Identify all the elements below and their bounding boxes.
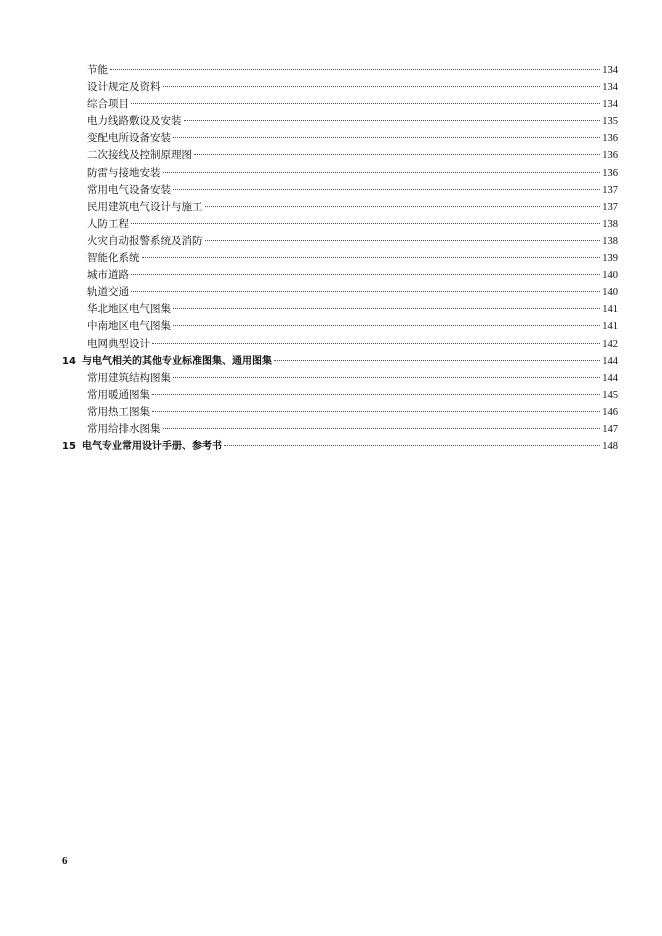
toc-dot-leader xyxy=(163,86,601,87)
toc-entry-page: 137 xyxy=(602,184,618,196)
toc-section-entry[interactable] xyxy=(62,267,618,284)
toc-entry-title: 人防工程 xyxy=(87,217,129,230)
toc-section-entry[interactable] xyxy=(62,233,618,250)
toc-entry-title: 节能 xyxy=(87,64,108,76)
toc-entry-title: 综合项目 xyxy=(87,98,129,111)
toc-entry-title: 常用建筑结构图集 xyxy=(87,371,171,384)
toc-dot-leader xyxy=(173,377,600,378)
toc-entry-page: 134 xyxy=(602,99,618,111)
page-number: 6 xyxy=(62,855,68,867)
toc-entry-page: 140 xyxy=(602,287,618,299)
toc-entry-title: 华北地区电气图集 xyxy=(87,303,171,316)
toc-dot-leader xyxy=(163,172,601,173)
toc-dot-leader xyxy=(173,308,600,309)
toc-dot-leader xyxy=(110,69,600,70)
toc-dot-leader xyxy=(131,274,600,275)
toc-section-entry[interactable] xyxy=(62,130,618,147)
toc-entry-page: 145 xyxy=(602,389,618,401)
toc-dot-leader xyxy=(163,428,601,429)
toc-chapter-entry[interactable] xyxy=(62,438,618,455)
toc-dot-leader xyxy=(131,291,600,292)
toc-entry-title: 中南地区电气图集 xyxy=(87,320,171,333)
toc-section-entry[interactable] xyxy=(62,250,618,267)
toc-entry-title: 电网典型设计 xyxy=(87,337,150,350)
toc-entry-title: 常用给排水图集 xyxy=(87,422,161,435)
toc-entry-page: 144 xyxy=(602,355,618,367)
toc-section-entry[interactable] xyxy=(62,421,618,438)
toc-section-entry[interactable] xyxy=(62,199,618,216)
toc-entry-page: 138 xyxy=(602,218,618,230)
toc-entry-number: 14 xyxy=(62,355,76,367)
toc-entry-title: 变配电所设备安装 xyxy=(87,132,171,145)
toc-dot-leader xyxy=(224,445,600,446)
toc-entry-page: 135 xyxy=(602,116,618,128)
toc-section-entry[interactable] xyxy=(62,62,618,79)
toc-entry-page: 136 xyxy=(602,167,618,179)
toc-entry-page: 134 xyxy=(602,65,618,76)
toc-section-entry[interactable] xyxy=(62,404,618,421)
toc-dot-leader xyxy=(131,223,600,224)
toc-section-entry[interactable] xyxy=(62,147,618,164)
toc-chapter-entry[interactable] xyxy=(62,353,618,370)
toc-entry-page: 147 xyxy=(602,423,618,435)
toc-entry-title: 民用建筑电气设计与施工 xyxy=(87,200,203,213)
toc-entry-title: 电力线路敷设及安装 xyxy=(87,115,182,128)
toc-entry-number: 15 xyxy=(62,441,76,453)
toc-entry-page: 136 xyxy=(602,150,618,162)
toc-section-entry[interactable] xyxy=(62,387,618,404)
toc-dot-leader xyxy=(194,154,600,155)
toc-section-entry[interactable] xyxy=(62,79,618,96)
toc-dot-leader xyxy=(274,360,600,361)
toc-section-entry[interactable] xyxy=(62,216,618,233)
toc-section-entry[interactable] xyxy=(62,301,618,318)
toc-section-entry[interactable] xyxy=(62,318,618,335)
toc-entry-page: 139 xyxy=(602,253,618,265)
toc-entry-page: 144 xyxy=(602,372,618,384)
toc-section-entry[interactable] xyxy=(62,113,618,130)
toc-entry-title: 轨道交通 xyxy=(87,286,129,299)
toc-section-entry[interactable] xyxy=(62,96,618,113)
toc-entry-page: 138 xyxy=(602,235,618,247)
toc-entry-page: 140 xyxy=(602,270,618,282)
toc-entry-title: 设计规定及资料 xyxy=(87,81,161,94)
table-of-contents xyxy=(62,62,618,455)
toc-section-entry[interactable] xyxy=(62,182,618,199)
toc-dot-leader xyxy=(205,206,601,207)
toc-section-entry[interactable] xyxy=(62,336,618,353)
toc-section-entry[interactable] xyxy=(62,165,618,182)
toc-entry-title: 智能化系统 xyxy=(87,252,140,265)
toc-dot-leader xyxy=(173,137,600,138)
toc-dot-leader xyxy=(184,120,601,121)
toc-entry-title: 常用电气设备安装 xyxy=(87,183,171,196)
toc-entry-title: 电气专业常用设计手册、参考书 xyxy=(82,441,222,453)
toc-dot-leader xyxy=(131,103,600,104)
toc-dot-leader xyxy=(142,257,601,258)
toc-entry-title: 城市道路 xyxy=(87,269,129,282)
toc-entry-page: 136 xyxy=(602,133,618,145)
toc-entry-title: 常用暖通图集 xyxy=(87,388,150,401)
toc-entry-page: 142 xyxy=(602,338,618,350)
toc-entry-title: 火灾自动报警系统及消防 xyxy=(87,234,203,247)
toc-dot-leader xyxy=(173,189,600,190)
toc-entry-page: 134 xyxy=(602,82,618,94)
toc-dot-leader xyxy=(152,411,600,412)
toc-section-entry[interactable] xyxy=(62,284,618,301)
toc-dot-leader xyxy=(152,343,600,344)
toc-entry-page: 141 xyxy=(602,304,618,316)
toc-entry-page: 141 xyxy=(602,321,618,333)
toc-dot-leader xyxy=(205,240,601,241)
toc-entry-title: 与电气相关的其他专业标准图集、通用图集 xyxy=(82,355,272,367)
toc-section-entry[interactable] xyxy=(62,370,618,387)
toc-entry-page: 148 xyxy=(602,441,618,453)
toc-entry-title: 防雷与接地安装 xyxy=(87,166,161,179)
toc-entry-title: 常用热工图集 xyxy=(87,405,150,418)
toc-dot-leader xyxy=(173,325,600,326)
toc-entry-page: 137 xyxy=(602,201,618,213)
toc-entry-title: 二次接线及控制原理图 xyxy=(87,149,192,162)
toc-dot-leader xyxy=(152,394,600,395)
toc-entry-page: 146 xyxy=(602,406,618,418)
